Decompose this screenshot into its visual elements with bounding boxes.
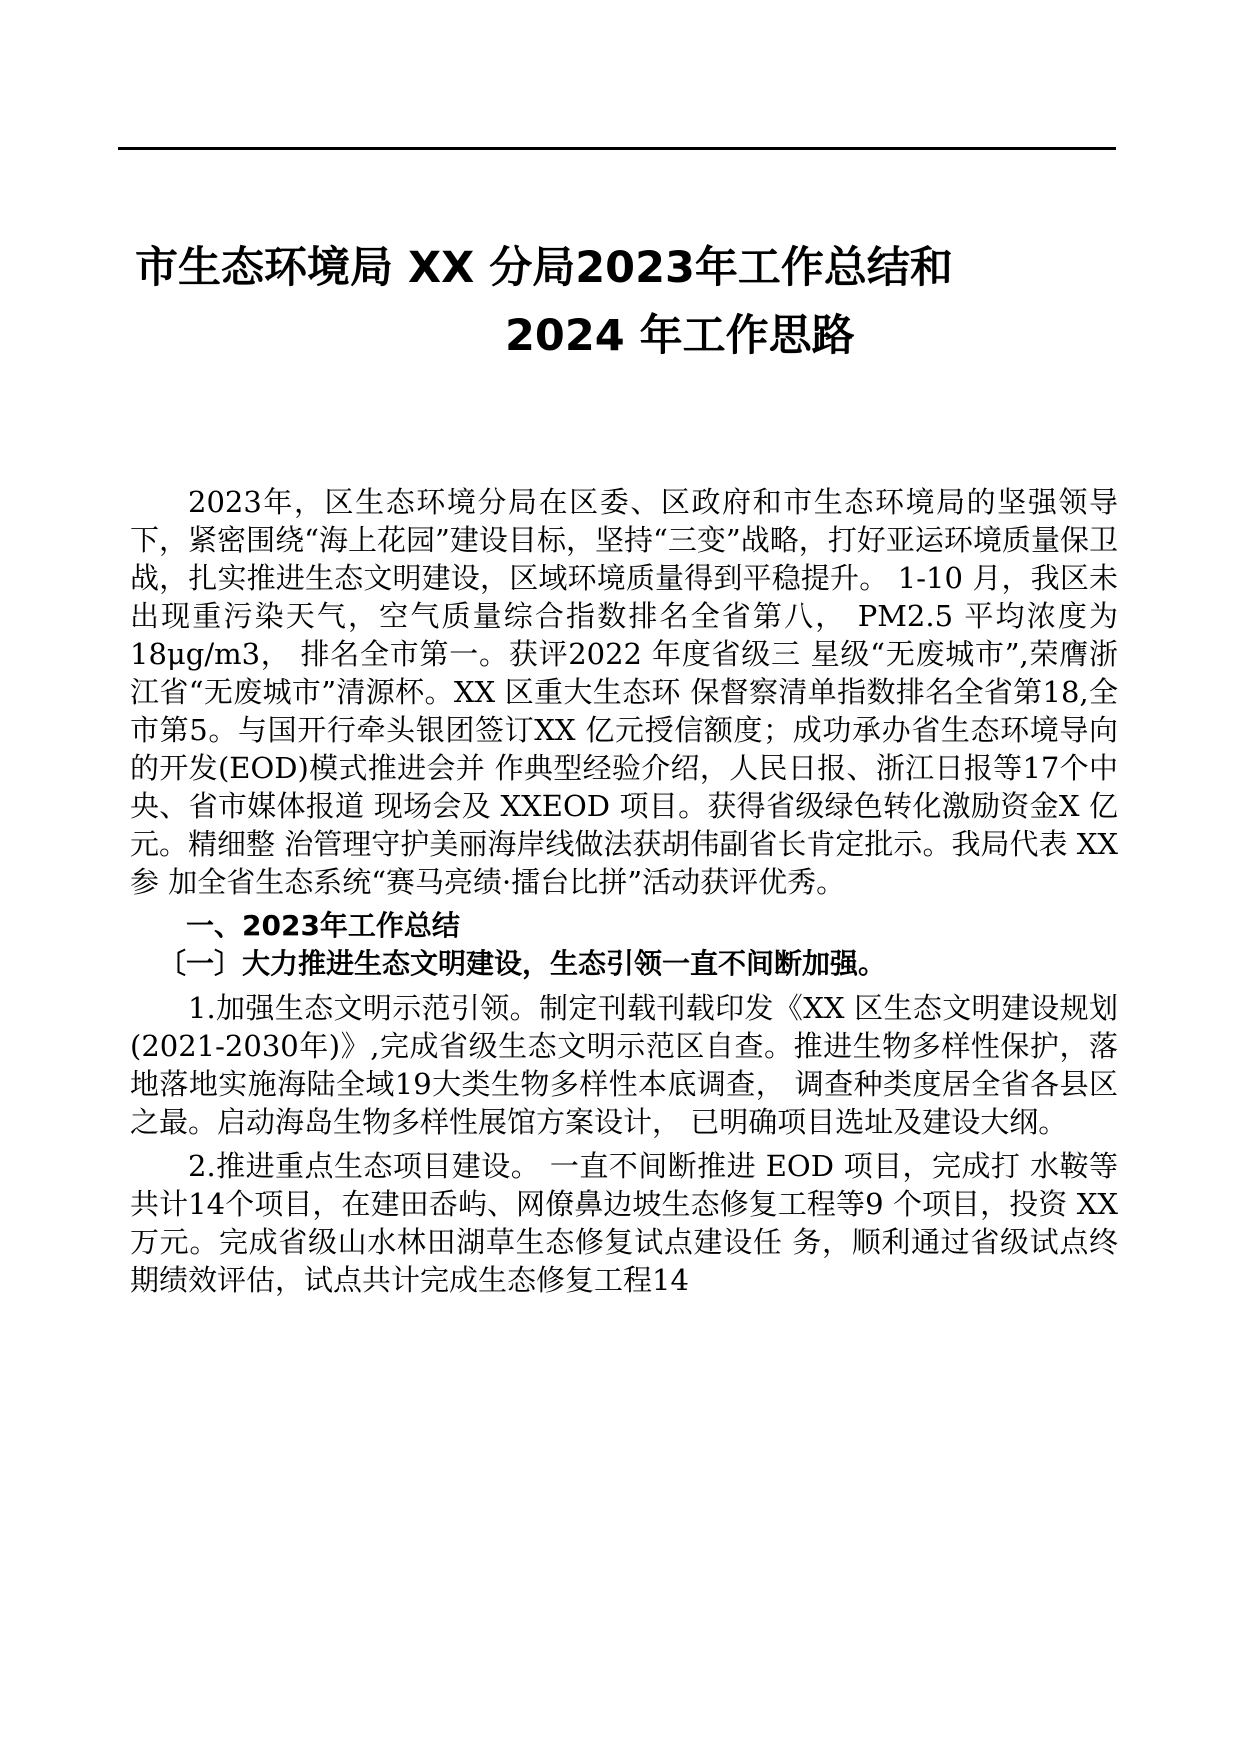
title-line-2: 2024 年工作思路 bbox=[505, 311, 855, 361]
section-heading: 一、2023年工作总结 bbox=[186, 909, 460, 942]
intro-paragraph: 2023年，区生态环境分局在区委、区政府和市生态环境局的坚强领导下，紧密围绕“海上花园”建设目标，坚持“三变”战略，打好亚运环境质量保卫战，扎实推进生态文明建设，区域环境质量得到平稳提升。 1-10 月，我区未出现重污染天气，空气质量综合指数排名全省第八， PM2.5 平均浓度为18μg/m3， 排名全市第一。获评2022 年度省级三 星级“无废城市”,荣膺浙江省“无废城市”清源杯。XX 区重大生态环 保督察清单指数排名全省第18,全市第5。与国开行牵头银团签订XX 亿元授信额度；成功承办省生态环境导向的开发(EOD)模式推进会并 作典型经验介绍，人民日报、浙江日报等17个中央、省市媒体报道 现场会及 XXEOD 项目。获得省级绿色转化激励资金X 亿元。精细整 治管理守护美丽海岸线做法获胡伟副省长肯定批示。我局代表 XX 参 加全省生态系统“赛马亮绩·擂台比拼”活动获评优秀。 bbox=[130, 485, 1118, 899]
header-rule bbox=[118, 147, 1116, 150]
paragraph-item-2: 2.推进重点生态项目建设。 一直不间断推进 EOD 项目，完成打 水鞍等共计14个项目，在建田岙屿、网僚鼻边坡生态修复工程等9 个项目，投资 XX万元。完成省级山水林田湖草生态修复试点建设任 务，顺利通过省级试点终期绩效评估，试点共计完成生态修复工程14 bbox=[130, 1149, 1118, 1297]
title-line-1: 市生态环境局 XX 分局2023年工作总结和 bbox=[135, 243, 953, 293]
document-title bbox=[0, 234, 1240, 370]
paragraph-item-1: 1.加强生态文明示范引领。制定刊载刊载印发《XX 区生态文明建设规划(2021-2030年)》,完成省级生态文明示范区自查。推进生物多样性保护，落地落地实施海陆全域19大类生物多样性本底调查， 调查种类度居全省各县区之最。启动海岛生物多样性展馆方案设计， 已明确项目选址及建设大纲。 bbox=[130, 991, 1118, 1139]
subsection-heading: 〔一〕大力推进生态文明建设，生态引领一直不间断加强。 bbox=[158, 947, 887, 980]
document-body bbox=[130, 483, 1118, 1299]
